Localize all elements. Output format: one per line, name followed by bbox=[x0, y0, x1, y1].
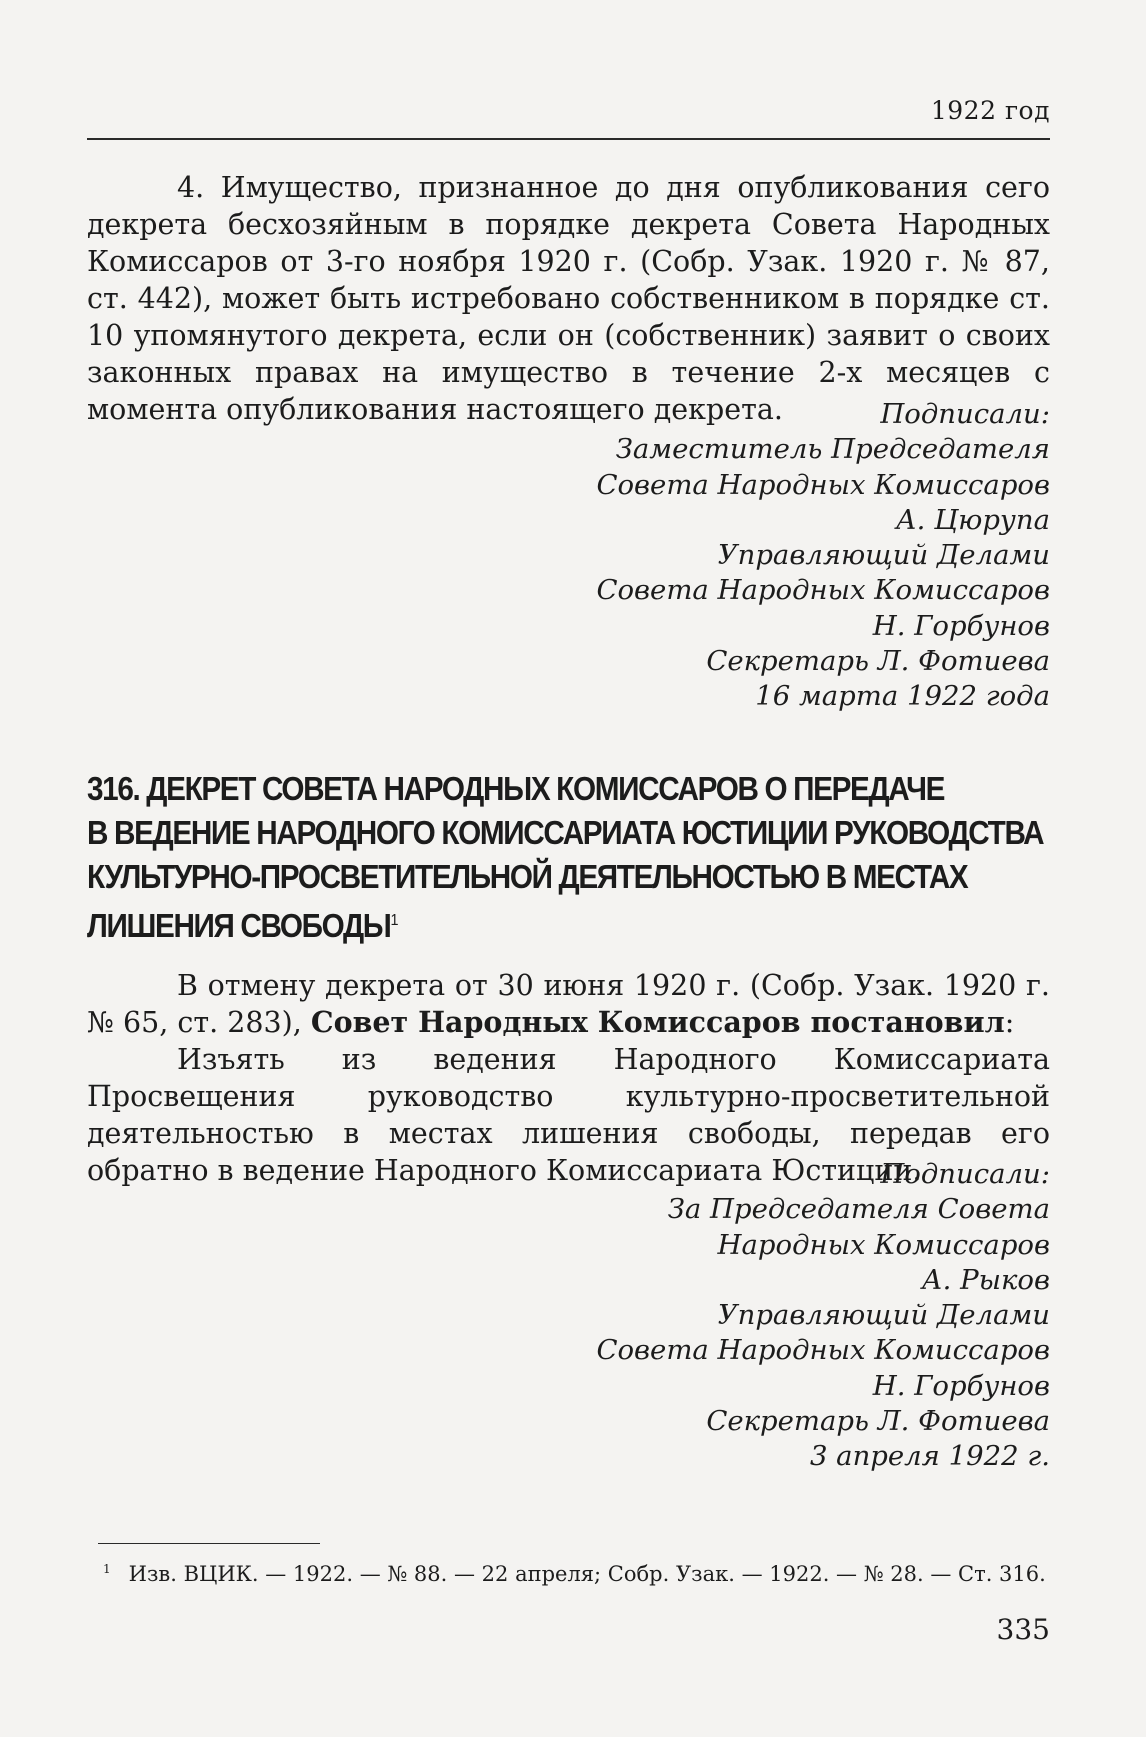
signer-title: Совета Народных Комиссаров bbox=[596, 1334, 1050, 1367]
signer-name: Н. Горбунов bbox=[872, 609, 1050, 642]
footnote bbox=[103, 1562, 1046, 1586]
signer-title: Заместитель Председателя bbox=[615, 433, 1050, 466]
footnote-marker: 1 bbox=[103, 1562, 111, 1576]
footnote-reference: 1 bbox=[390, 912, 398, 929]
footnote-text: Изв. ВЦИК. — 1922. — № 88. — 22 апреля; Собр. Узак. — 1922. — № 28. — Ст. 316. bbox=[128, 1562, 1046, 1586]
item-4-text: 4. Имущество, признанное до дня опубликования сего декрета бесхозяйным в порядке декрета Совета Народных Комиссаров от 3-го ноября 1920 г. (Собр. Узак. 1920 г. № 87, ст. 442), может быть истребовано собственником в порядке ст. 10 упомянутого декрета, если он (собственник) заявит о своих законных правах на имущество в течение 2-х месяцев с момента опубликования настоящего декрета. bbox=[87, 171, 1050, 426]
secretary-line: Секретарь Л. Фотиева bbox=[706, 645, 1050, 678]
signer-title: Совета Народных Комиссаров bbox=[596, 574, 1050, 607]
signer-title: Управляющий Делами bbox=[717, 539, 1050, 572]
signer-title: Народных Комиссаров bbox=[717, 1228, 1050, 1261]
signature-block-1 bbox=[596, 397, 1050, 715]
decree-heading-line: 316. ДЕКРЕТ СОВЕТА НАРОДНЫХ КОМИССАРОВ О ПЕРЕДАЧЕ bbox=[87, 770, 945, 807]
secretary-line: Секретарь Л. Фотиева bbox=[706, 1405, 1050, 1438]
preamble-text: В отмену декрета от 30 июня 1920 г. (Собр. Узак. 1920 г. № 65, ст. 283), bbox=[87, 969, 1050, 1039]
signer-name: А. Рыков bbox=[921, 1263, 1050, 1296]
decree-heading-line: В ВЕДЕНИЕ НАРОДНОГО КОМИССАРИАТА ЮСТИЦИИ РУКОВОДСТВА bbox=[87, 814, 1044, 851]
signer-title: Управляющий Делами bbox=[717, 1299, 1050, 1332]
signer-name: А. Цюрупа bbox=[895, 503, 1050, 536]
preamble-colon: : bbox=[1004, 1006, 1015, 1039]
decree-heading-line: ЛИШЕНИЯ СВОБОДЫ bbox=[87, 907, 391, 944]
signer-title: Совета Народных Комиссаров bbox=[596, 468, 1050, 501]
signature-date: 3 апреля 1922 г. bbox=[809, 1440, 1050, 1473]
page-number: 335 bbox=[996, 1613, 1050, 1646]
signature-date: 16 марта 1922 года bbox=[755, 680, 1050, 713]
decree-resolution: Совет Народных Комиссаров постановил bbox=[310, 1005, 1005, 1039]
decree-text: Изъять из ведения Народного Комиссариата Просвещения руководство культурно-просветительной деятельностью в местах лишения свободы, передав его обратно в ведение Народного Комиссариата Юстиции. bbox=[87, 1043, 1050, 1187]
signer-title: За Председателя Совета bbox=[667, 1193, 1050, 1226]
signature-block-2 bbox=[596, 1157, 1050, 1475]
running-head: 1922 год bbox=[930, 96, 1050, 125]
decree-heading-line: КУЛЬТУРНО-ПРОСВЕТИТЕЛЬНОЙ ДЕЯТЕЛЬНОСТЬЮ В МЕСТАХ bbox=[87, 858, 968, 895]
signed-label: Подписали: bbox=[880, 1158, 1050, 1190]
decree-heading bbox=[87, 767, 1044, 948]
decree-body bbox=[87, 967, 1050, 1189]
item-4-paragraph bbox=[87, 169, 1050, 428]
signed-label: Подписали: bbox=[880, 398, 1050, 430]
signer-name: Н. Горбунов bbox=[872, 1369, 1050, 1402]
decree-preamble bbox=[87, 967, 1050, 1041]
header-rule bbox=[87, 138, 1050, 140]
footnote-rule bbox=[98, 1543, 320, 1544]
